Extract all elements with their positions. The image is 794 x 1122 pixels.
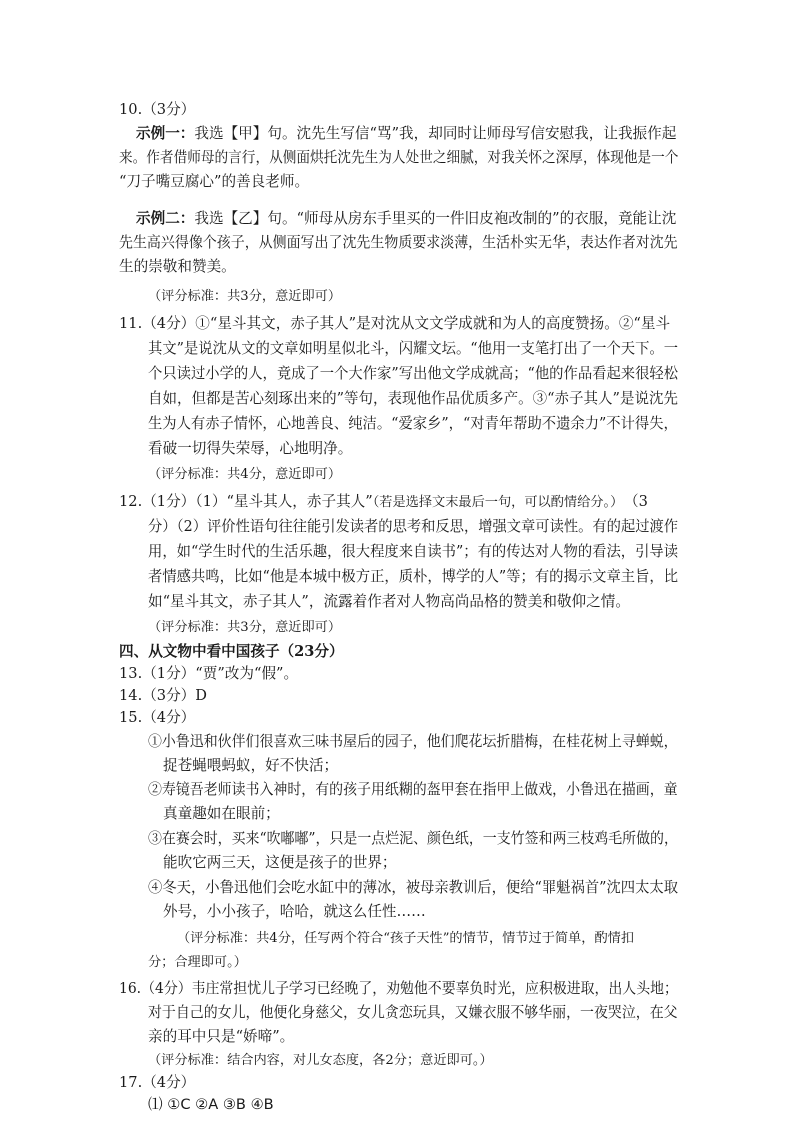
section4-title: 四、从文物中看中国孩子（23分） xyxy=(119,643,344,660)
q11-line3: 个只读过小学的人，竟成了一个大作家”写出他文学成就高；“他的作品看起来很轻松 xyxy=(148,365,679,382)
q12-line3: 用，如“学生时代的生活乐趣，很大程度来自读书”；有的传达对人物的看法，引导读 xyxy=(148,543,679,560)
q12-scoring-standard: （评分标准：共3分，意近即可） xyxy=(148,620,342,635)
q10-example2-label: 示例二： xyxy=(136,210,195,227)
q12-note: （若是选择文末最后一句，可以酌情给分。） xyxy=(372,495,624,510)
q11-line2: 其文”是说沈从文的文章如明星似北斗，闪耀文坛。“他用一支笔打出了一个天下。一 xyxy=(148,340,679,357)
q10-example2-line2: 先生高兴得像个孩子，从侧面写出了沈先生物质要求淡薄，生活朴实无华，表达作者对沈先 xyxy=(119,234,678,251)
q13-answer: 13.（1分）“贾”改为“假”。 xyxy=(119,665,299,682)
q10-example1-line1 xyxy=(136,124,676,144)
q12-answer-part1: 12.（1分）（1）“星斗其人，赤子其人” xyxy=(119,493,373,510)
q16-scoring-standard: （评分标准：结合内容，对儿女态度，各2分；意近即可。） xyxy=(148,1053,493,1068)
q12-line1 xyxy=(119,492,648,513)
q10-example1-line3: “刀子嘴豆腐心”的善良老师。 xyxy=(119,173,310,190)
q15-item2-line1: ②寿镜吾老师读书入神时，有的孩子用纸糊的盔甲套在指甲上做戏，小鲁迅在描画，童 xyxy=(148,781,678,798)
q14-answer: 14.（3分）D xyxy=(119,687,207,704)
q15-item2-line2: 真童趣如在眼前； xyxy=(163,805,280,822)
q11-line4: 自如，但都是苦心刻琢出来的”等句，表现他作品优质多产。③“赤子其人”是说沈先 xyxy=(148,390,678,407)
q10-scoring-standard: （评分标准：共3分，意近即可） xyxy=(148,289,342,304)
q10-header: 10.（3分） xyxy=(119,101,196,118)
q10-example2-text: 我选【乙】句。“师母从房东手里买的一件旧皮袍改制的”的衣服，竟能让沈 xyxy=(194,210,677,227)
q11-line1: 11.（4分）①“星斗其文，赤子其人”是对沈从文文学成就和为人的高度赞扬。②“星斗 xyxy=(119,315,671,332)
q15-scoring-standard-line1: （评分标准：共4分，任写两个符合“孩子天性”的情节，情节过于简单，酌情扣 xyxy=(177,931,635,946)
q17-header: 17.（4分） xyxy=(119,1074,196,1091)
q15-item1-line1: ①小鲁迅和伙伴们很喜欢三味书屋后的园子，他们爬花坛折腊梅，在桂花树上寻蝉蜕， xyxy=(148,733,678,750)
q15-header: 15.（4分） xyxy=(119,709,196,726)
q11-line6: 看破一切得失荣辱，心地明净。 xyxy=(148,440,353,457)
q15-item1-line2: 捉苍蝇喂蚂蚁，好不快活； xyxy=(163,757,339,774)
q10-example1-label: 示例一： xyxy=(136,125,195,142)
q12-line2: 分）（2）评价性语句往往能引发读者的思考和反思，增强文章可读性。有的起过渡作 xyxy=(148,518,679,535)
q10-example1-text: 我选【甲】句。沈先生写信“骂”我，却同时让师母写信安慰我，让我振作起 xyxy=(194,125,677,142)
q16-line1: 16.（4分）韦庄常担忧儿子学习已经晚了，劝勉他不要辜负时光，应积极进取，出人头地； xyxy=(119,980,678,997)
q16-line3: 亲的耳中只是“娇啼”。 xyxy=(148,1028,295,1045)
q10-example1-line2: 来。作者借师母的言行，从侧面烘托沈先生为人处世之细腻，对我关怀之深厚，体现他是一个 xyxy=(119,149,679,166)
q15-item4-line1: ④冬天，小鲁迅他们会吃水缸中的薄冰，被母亲教训后，便给“罪魁祸首”沈四太太取 xyxy=(148,879,679,896)
q15-item4-line2: 外号，小小孩子，哈哈，就这么任性…… xyxy=(163,903,426,920)
q12-line4: 者情感共鸣，比如“他是本城中极方正，质朴，博学的人”等；有的揭示文章主旨，比 xyxy=(148,568,679,585)
q11-line5: 生为人有赤子情怀，心地善良、纯洁。“爱家乡”，“对青年帮助不遗余力”不计得失， xyxy=(148,415,678,432)
q10-example2-line3: 生的崇敬和赞美。 xyxy=(119,258,236,275)
q12-line5: 如“星斗其文，赤子其人”，流露着作者对人物高尚品格的赞美和敬仰之情。 xyxy=(148,593,630,610)
q16-line2: 对于自己的女儿，他便化身慈父，女儿贪恋玩具，又嫌衣服不够华丽，一夜哭泣，在父 xyxy=(148,1004,678,1021)
q15-item3-line1: ③在赛会时，买来“吹嘟嘟”，只是一点烂泥、颜色纸，一支竹签和两三枝鸡毛所做的， xyxy=(148,830,678,847)
q17-answer: ⑴ ①C ②A ③B ④B xyxy=(148,1096,274,1113)
q12-line1-end: （3 xyxy=(631,493,648,510)
q11-scoring-standard: （评分标准：共4分，意近即可） xyxy=(148,467,342,482)
q15-scoring-standard-line2: 分；合理即可。） xyxy=(148,955,247,970)
q10-example2-line1 xyxy=(136,209,676,229)
q15-item3-line2: 能吹它两三天，这便是孩子的世界； xyxy=(163,854,397,871)
